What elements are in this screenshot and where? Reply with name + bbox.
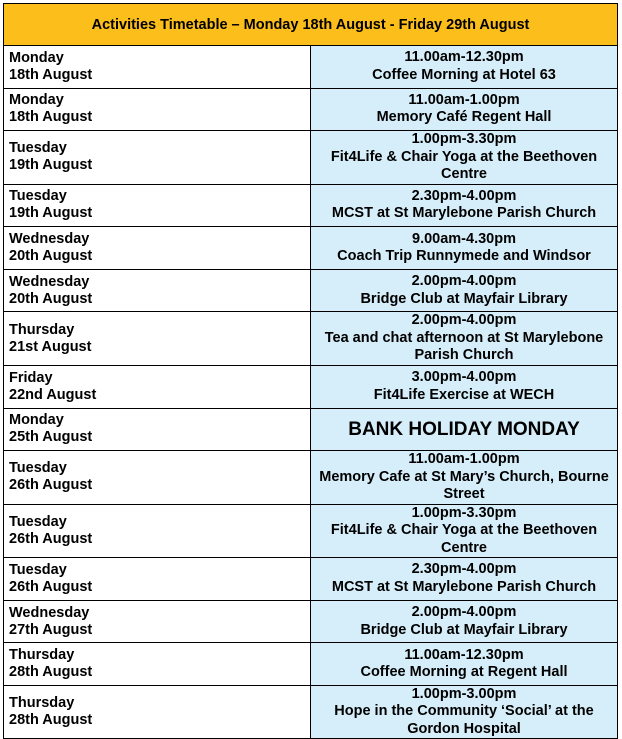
event-time: 11.00am-12.30pm [404,646,524,663]
table-row [4,227,618,270]
title-row [4,4,618,46]
date-cell [4,365,311,408]
event-time: 11.00am-1.00pm [408,91,520,108]
date-label: 25th August [9,429,93,446]
date-cell [4,451,311,505]
date-cell [4,504,311,558]
date-cell [4,312,311,366]
date-label: 28th August [9,712,93,729]
table-row [4,88,618,131]
event-cell [311,88,618,131]
day-label: Wednesday [9,273,90,290]
event-time: 9.00am-4.30pm [412,230,516,247]
event-description: Hope in the Community ‘Social’ at the Gordon Hospital [334,703,594,737]
event-cell [311,408,618,451]
event-cell [311,269,618,312]
event-description: Memory Cafe at St Mary’s Church, Bourne Street [319,468,609,503]
table-row [4,600,618,643]
event-cell [311,131,618,185]
table-row [4,685,618,739]
event-time: 1.00pm-3.00pm [411,685,517,702]
event-description: Fit4Life Exercise at WECH [373,386,555,403]
table-row [4,504,618,558]
event-cell [311,365,618,408]
day-label: Tuesday [9,561,67,578]
event-description: Bridge Club at Mayfair Library [360,290,568,307]
date-cell [4,685,311,739]
event-time: 11.00am-1.00pm [408,451,520,468]
date-label: 26th August [9,530,93,547]
date-cell [4,46,311,89]
date-cell [4,184,311,227]
date-label: 22nd August [9,386,97,403]
date-label: 19th August [9,157,93,174]
date-cell [4,643,311,686]
day-label: Tuesday [9,513,67,530]
day-label: Tuesday [9,140,67,157]
event-description: Fit4Life & Chair Yoga at the Beethoven Centre [330,148,598,183]
date-label: 28th August [9,664,93,681]
event-cell [311,600,618,643]
date-cell [4,558,311,601]
day-label: Monday [9,92,64,109]
date-cell [4,227,311,270]
date-cell [4,408,311,451]
event-time: 2.00pm-4.00pm [411,312,517,329]
day-label: Monday [9,412,64,429]
event-cell [311,312,618,366]
table-row [4,46,618,89]
event-description: Coffee Morning at Hotel 63 [372,66,556,83]
date-label: 27th August [9,621,93,638]
event-description: BANK HOLIDAY MONDAY [348,418,580,440]
table-row [4,365,618,408]
event-description: Memory Café Regent Hall [376,109,552,126]
event-cell [311,504,618,558]
event-description: Tea and chat afternoon at St Marylebone Parish Church [324,329,604,364]
table-row [4,408,618,451]
day-label: Thursday [9,321,75,338]
event-time: 3.00pm-4.00pm [411,369,517,386]
table-row [4,269,618,312]
event-time: 1.00pm-3.30pm [411,131,517,148]
date-cell [4,600,311,643]
table-row [4,131,618,185]
date-cell [4,131,311,185]
table-row [4,184,618,227]
event-description: MCST at St Marylebone Parish Church [331,578,597,595]
event-cell [311,184,618,227]
table-row [4,312,618,366]
event-cell [311,558,618,601]
day-label: Monday [9,49,64,66]
day-label: Wednesday [9,604,90,621]
date-cell [4,88,311,131]
day-label: Tuesday [9,188,67,205]
table-row [4,558,618,601]
event-time: 1.00pm-3.30pm [411,504,517,521]
date-label: 20th August [9,290,93,307]
event-description: MCST at St Marylebone Parish Church [331,205,597,222]
day-label: Wednesday [9,231,90,248]
event-cell [311,685,618,739]
event-cell [311,451,618,505]
event-description: Bridge Club at Mayfair Library [360,621,568,638]
event-time: 2.00pm-4.00pm [411,273,517,290]
date-label: 19th August [9,205,93,222]
date-label: 21st August [9,338,92,355]
date-label: 26th August [9,578,93,595]
date-label: 18th August [9,109,93,126]
event-time: 2.30pm-4.00pm [411,187,517,204]
event-cell [311,46,618,89]
date-label: 18th August [9,66,93,83]
table-row [4,451,618,505]
day-label: Friday [9,369,53,386]
event-time: 2.30pm-4.00pm [411,561,517,578]
day-label: Tuesday [9,460,67,477]
event-cell [311,643,618,686]
timetable-body [4,46,618,739]
activities-timetable [3,3,618,739]
event-description: Fit4Life & Chair Yoga at the Beethoven Centre [330,522,598,556]
date-label: 26th August [9,477,93,494]
date-label: 20th August [9,248,93,265]
event-cell [311,227,618,270]
table-row [4,643,618,686]
event-description: Coach Trip Runnymede and Windsor [337,248,591,265]
event-time: 11.00am-12.30pm [404,49,524,66]
event-time: 2.00pm-4.00pm [411,604,517,621]
day-label: Thursday [9,647,75,664]
day-label: Thursday [9,695,75,712]
timetable-title: Activities Timetable – Monday 18th August - Friday 29th August [4,4,618,46]
date-cell [4,269,311,312]
event-description: Coffee Morning at Regent Hall [360,664,568,681]
